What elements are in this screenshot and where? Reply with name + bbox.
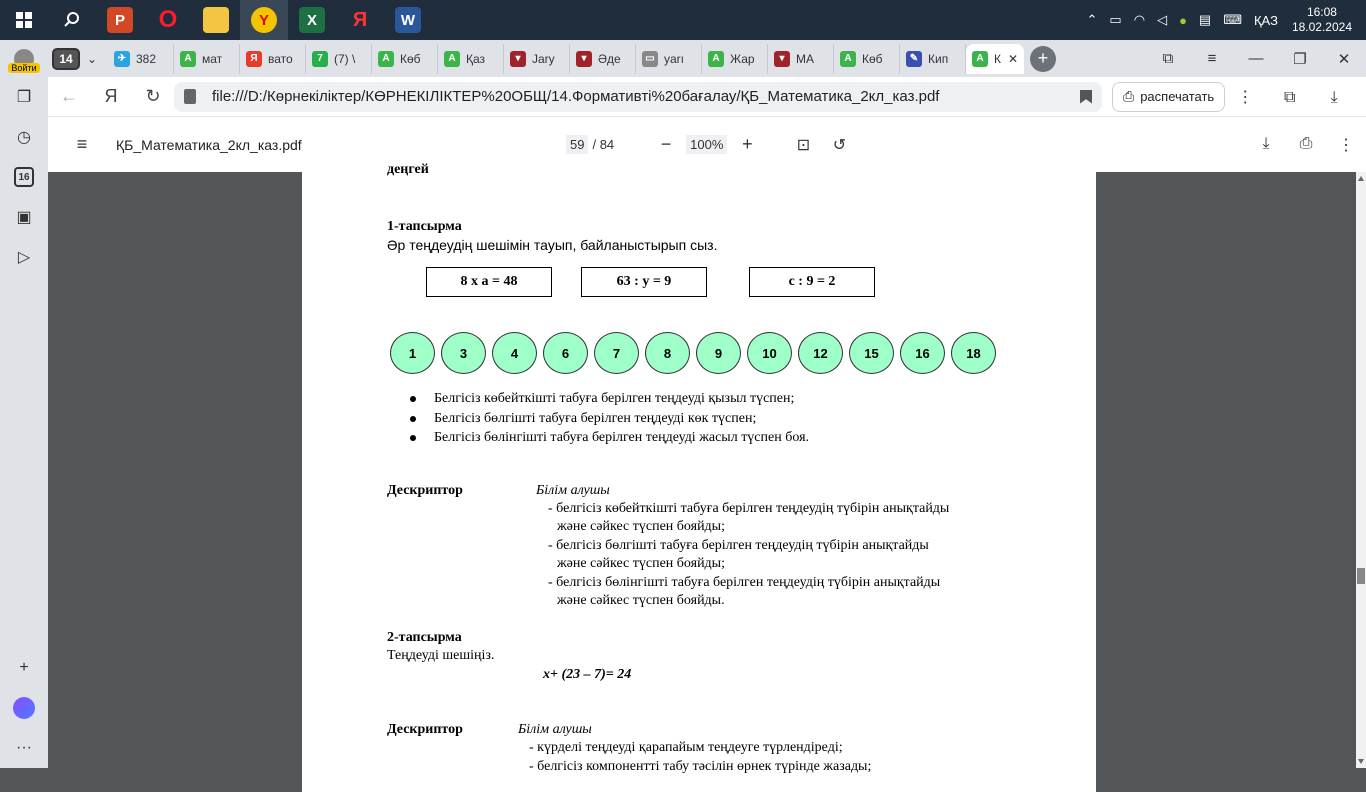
- browser-tab[interactable]: [636, 44, 702, 74]
- task2-equation: х+ (23 – 7)= 24: [543, 667, 632, 682]
- number-circle: 4: [492, 332, 537, 374]
- descriptor1-line: - белгісіз бөлгішті табуға берілген теңдеудің түбірін анықтайды: [548, 538, 929, 553]
- document-icon: [184, 89, 196, 104]
- task1-instruction: Әр теңдеудің шешімін тауып, байланыстырып сыз.: [387, 237, 718, 253]
- pdf-page: [302, 162, 1096, 792]
- browser-tab[interactable]: [702, 44, 768, 74]
- screenshot-icon[interactable]: ▣: [16, 209, 32, 226]
- menu-icon[interactable]: ≡: [1207, 50, 1217, 67]
- collections-icon[interactable]: ❐: [16, 89, 32, 106]
- list-item: Белгісіз бөлінгішті табуға берілген теңдеуді жасыл түспен боя.: [407, 428, 809, 448]
- descriptor1-label: Дескриптор: [387, 483, 463, 498]
- tab-label: мат: [202, 51, 223, 66]
- wifi-icon[interactable]: ◠: [1133, 12, 1146, 27]
- add-panel-icon[interactable]: +: [19, 659, 29, 676]
- print-button-label: распечатать: [1140, 89, 1215, 104]
- task2-title: 2-тапсырма: [387, 630, 462, 645]
- language-indicator[interactable]: ҚАЗ: [1253, 12, 1278, 28]
- fit-page-icon[interactable]: ⊡: [796, 136, 811, 154]
- browser-tab[interactable]: [306, 44, 372, 74]
- calendar-icon[interactable]: 16: [0, 157, 48, 197]
- zoom-value[interactable]: 100%: [686, 135, 727, 154]
- number-circle: 8: [645, 332, 690, 374]
- tab-label: К: [994, 51, 1001, 66]
- vertical-scrollbar[interactable]: [1356, 172, 1366, 768]
- tab-label: Көб: [862, 51, 883, 66]
- tab-label: МА: [796, 51, 814, 66]
- browser-tab[interactable]: [438, 44, 504, 74]
- print-pdf-icon[interactable]: ⎙: [1299, 134, 1313, 152]
- browser-tab[interactable]: [504, 44, 570, 74]
- answer-circles: [390, 332, 1002, 374]
- tabs-collection-icon[interactable]: ⧉: [1162, 50, 1174, 67]
- descriptor1-line: және сәйкес түспен бояйды.: [557, 593, 725, 608]
- instruction-list: [407, 389, 809, 448]
- scroll-down-arrow-icon[interactable]: [1358, 759, 1364, 764]
- tab-favicon-icon: ▾: [774, 51, 790, 67]
- login-badge: Войти: [8, 63, 39, 73]
- scroll-up-arrow-icon[interactable]: [1358, 176, 1364, 181]
- word-app-icon[interactable]: W: [384, 0, 432, 40]
- number-circle: 3: [441, 332, 486, 374]
- address-bar-row: [48, 77, 1366, 116]
- current-page-input[interactable]: 59: [566, 135, 588, 154]
- number-circle: 9: [696, 332, 741, 374]
- printer-icon: ⎙: [1123, 88, 1135, 104]
- descriptor2-line: - белгісіз компонентті табу тәсілін өрнек түрінде жазады;: [529, 759, 872, 774]
- history-icon[interactable]: ◷: [17, 129, 31, 146]
- play-icon[interactable]: ▷: [17, 249, 31, 266]
- tab-favicon-icon: 7: [312, 51, 328, 67]
- browser-tab[interactable]: [240, 44, 306, 74]
- browser-tab[interactable]: [108, 44, 174, 74]
- chevron-up-icon[interactable]: ⌃: [1086, 12, 1098, 27]
- clock-time: 16:08: [1306, 5, 1337, 19]
- pdf-filename: ҚБ_Математика_2кл_каз.pdf: [116, 136, 302, 153]
- tab-label: Қаз: [466, 51, 486, 66]
- pdf-toolbar: [48, 116, 1366, 172]
- url-field[interactable]: [174, 82, 1102, 112]
- restore-button[interactable]: ❐: [1293, 50, 1307, 68]
- alice-assistant-icon[interactable]: [0, 688, 48, 728]
- tab-label: Кип: [928, 51, 949, 66]
- number-circle: 1: [390, 332, 435, 374]
- equation-box: с : 9 = 2: [749, 267, 875, 297]
- descriptor2-label: Дескриптор: [387, 722, 463, 737]
- descriptor1-line: және сәйкес түспен бояйды;: [557, 556, 725, 571]
- notification-icon[interactable]: ▤: [1198, 12, 1212, 27]
- back-button[interactable]: ←: [60, 86, 78, 106]
- url-text[interactable]: file:///D:/Көрнекіліктер/КӨРНЕКІЛІКТЕР%20ОБЩ/14.Формативті%20бағалау/ҚБ_Математика_2кл_каз.pdf: [212, 88, 940, 105]
- tab-list: [108, 44, 1024, 74]
- tab-label: Жар: [730, 51, 755, 66]
- chevron-down-icon[interactable]: ⌄: [86, 51, 98, 66]
- tab-label: yarı: [664, 51, 685, 66]
- keyboard-icon[interactable]: ⌨: [1223, 12, 1242, 27]
- tab-favicon-icon: ▭: [642, 51, 658, 67]
- windows-start-icon[interactable]: [0, 0, 48, 40]
- tab-favicon-icon: A: [378, 51, 394, 67]
- close-tab-icon[interactable]: ✕: [1007, 51, 1018, 66]
- more-vertical-icon[interactable]: ⋮: [1237, 88, 1254, 106]
- number-circle: 12: [798, 332, 843, 374]
- extensions-icon[interactable]: ⧉: [1283, 88, 1296, 106]
- yandex-app-icon[interactable]: Я: [352, 8, 368, 31]
- tab-favicon-icon: A: [708, 51, 724, 67]
- number-circle: 18: [951, 332, 996, 374]
- number-circle: 16: [900, 332, 945, 374]
- tab-label: (7) \: [334, 51, 356, 66]
- equation-box: 8 х а = 48: [426, 267, 552, 297]
- clock[interactable]: [1292, 5, 1352, 35]
- tab-label: Jary: [532, 51, 555, 66]
- task2-instruction: Теңдеуді шешіңіз.: [387, 648, 495, 663]
- number-circle: 10: [747, 332, 792, 374]
- tab-label: вато: [268, 51, 293, 66]
- file-explorer-icon[interactable]: [192, 0, 240, 40]
- tab-favicon-icon: A: [444, 51, 460, 67]
- yandex-browser-app-icon[interactable]: Y: [240, 0, 288, 40]
- zoom-out-button[interactable]: −: [660, 134, 672, 154]
- rotate-icon[interactable]: ↺: [832, 136, 847, 154]
- descriptor1-line: және сәйкес түспен бояйды;: [557, 519, 725, 534]
- clock-date: 18.02.2024: [1291, 20, 1352, 34]
- tab-favicon-icon: ▾: [510, 51, 526, 67]
- browser-tab[interactable]: [966, 44, 1024, 74]
- browser-tab[interactable]: [570, 44, 636, 74]
- pdf-viewer[interactable]: [48, 162, 1356, 774]
- address-bar-actions: [1225, 87, 1354, 107]
- browser-tab[interactable]: [900, 44, 966, 74]
- tab-favicon-icon: A: [840, 51, 856, 67]
- powerpoint-app-icon[interactable]: P: [96, 0, 144, 40]
- tab-favicon-icon: A: [180, 51, 196, 67]
- scrollbar-thumb[interactable]: [1357, 568, 1365, 584]
- download-icon[interactable]: ⤓: [1330, 88, 1338, 106]
- zoom-control: [652, 134, 761, 155]
- list-item: Белгісіз көбейткішті табуға берілген теңдеуді қызыл түспен;: [407, 389, 809, 409]
- window-controls: [1146, 50, 1366, 68]
- opera-app-icon[interactable]: O: [158, 6, 178, 33]
- descriptor1-line: - белгісіз бөлінгішті табуға берілген теңдеудің түбірін анықтайды: [548, 575, 941, 590]
- browser-tab[interactable]: [768, 44, 834, 74]
- list-item: Белгісіз бөлгішті табуға берілген теңдеуді көк түспен;: [407, 409, 809, 429]
- number-circle: 6: [543, 332, 588, 374]
- tab-favicon-icon: Я: [246, 51, 262, 67]
- browser-tab[interactable]: [372, 44, 438, 74]
- equation-box: 63 : у = 9: [581, 267, 707, 297]
- descriptor1-line: - белгісіз көбейткішті табуға берілген теңдеудің түбірін анықтайды: [548, 501, 950, 516]
- tab-favicon-icon: ✎: [906, 51, 922, 67]
- side-rail-bottom: [0, 648, 48, 768]
- side-rail: [0, 77, 48, 768]
- tab-label: Көб: [400, 51, 421, 66]
- search-icon[interactable]: [48, 0, 96, 40]
- profile-button[interactable]: [0, 40, 48, 77]
- zoom-in-button[interactable]: +: [742, 134, 753, 154]
- bookmark-icon[interactable]: [1080, 90, 1092, 104]
- task1-title: 1-тапсырма: [387, 219, 462, 234]
- minimize-button[interactable]: —: [1248, 50, 1264, 67]
- tab-label: 382: [136, 51, 157, 66]
- print-button[interactable]: [1112, 82, 1225, 112]
- reload-button[interactable]: ↻: [145, 86, 161, 106]
- cut-off-heading: деңгей: [387, 162, 429, 177]
- descriptor2-head: Білім алушы: [518, 722, 592, 737]
- tab-favicon-icon: A: [972, 51, 988, 67]
- status-plus-icon[interactable]: ●: [1179, 12, 1187, 28]
- pdf-toolbar-actions: [1246, 135, 1366, 155]
- download-pdf-icon[interactable]: ⤓: [1262, 134, 1270, 152]
- descriptor2-line: - күрделі теңдеуді қарапайым теңдеуге түрлендіреді;: [529, 740, 843, 755]
- windows-taskbar: [0, 0, 1366, 40]
- yandex-button[interactable]: Я: [104, 86, 118, 106]
- page-indicator: [566, 135, 614, 154]
- number-circle: 7: [594, 332, 639, 374]
- new-tab-button[interactable]: +: [1030, 46, 1056, 72]
- descriptor1-head: Білім алушы: [536, 483, 610, 498]
- pdf-menu-icon[interactable]: ≡: [76, 134, 88, 154]
- tab-count-button[interactable]: 14: [52, 48, 80, 70]
- browser-tab-strip: [0, 40, 1366, 77]
- system-tray: [1081, 0, 1366, 40]
- page-total: / 84: [592, 137, 615, 152]
- number-circle: 15: [849, 332, 894, 374]
- close-window-button[interactable]: ✕: [1337, 50, 1351, 68]
- battery-icon[interactable]: ▭: [1109, 12, 1122, 27]
- tab-favicon-icon: ✈: [114, 51, 130, 67]
- more-icon[interactable]: ···: [16, 739, 32, 756]
- excel-app-icon[interactable]: X: [288, 0, 336, 40]
- tab-favicon-icon: ▾: [576, 51, 592, 67]
- browser-tab[interactable]: [834, 44, 900, 74]
- volume-icon[interactable]: ◁: [1157, 12, 1168, 27]
- browser-tab[interactable]: [174, 44, 240, 74]
- tab-label: Әде: [598, 51, 621, 66]
- more-options-icon[interactable]: ⋮: [1338, 136, 1354, 154]
